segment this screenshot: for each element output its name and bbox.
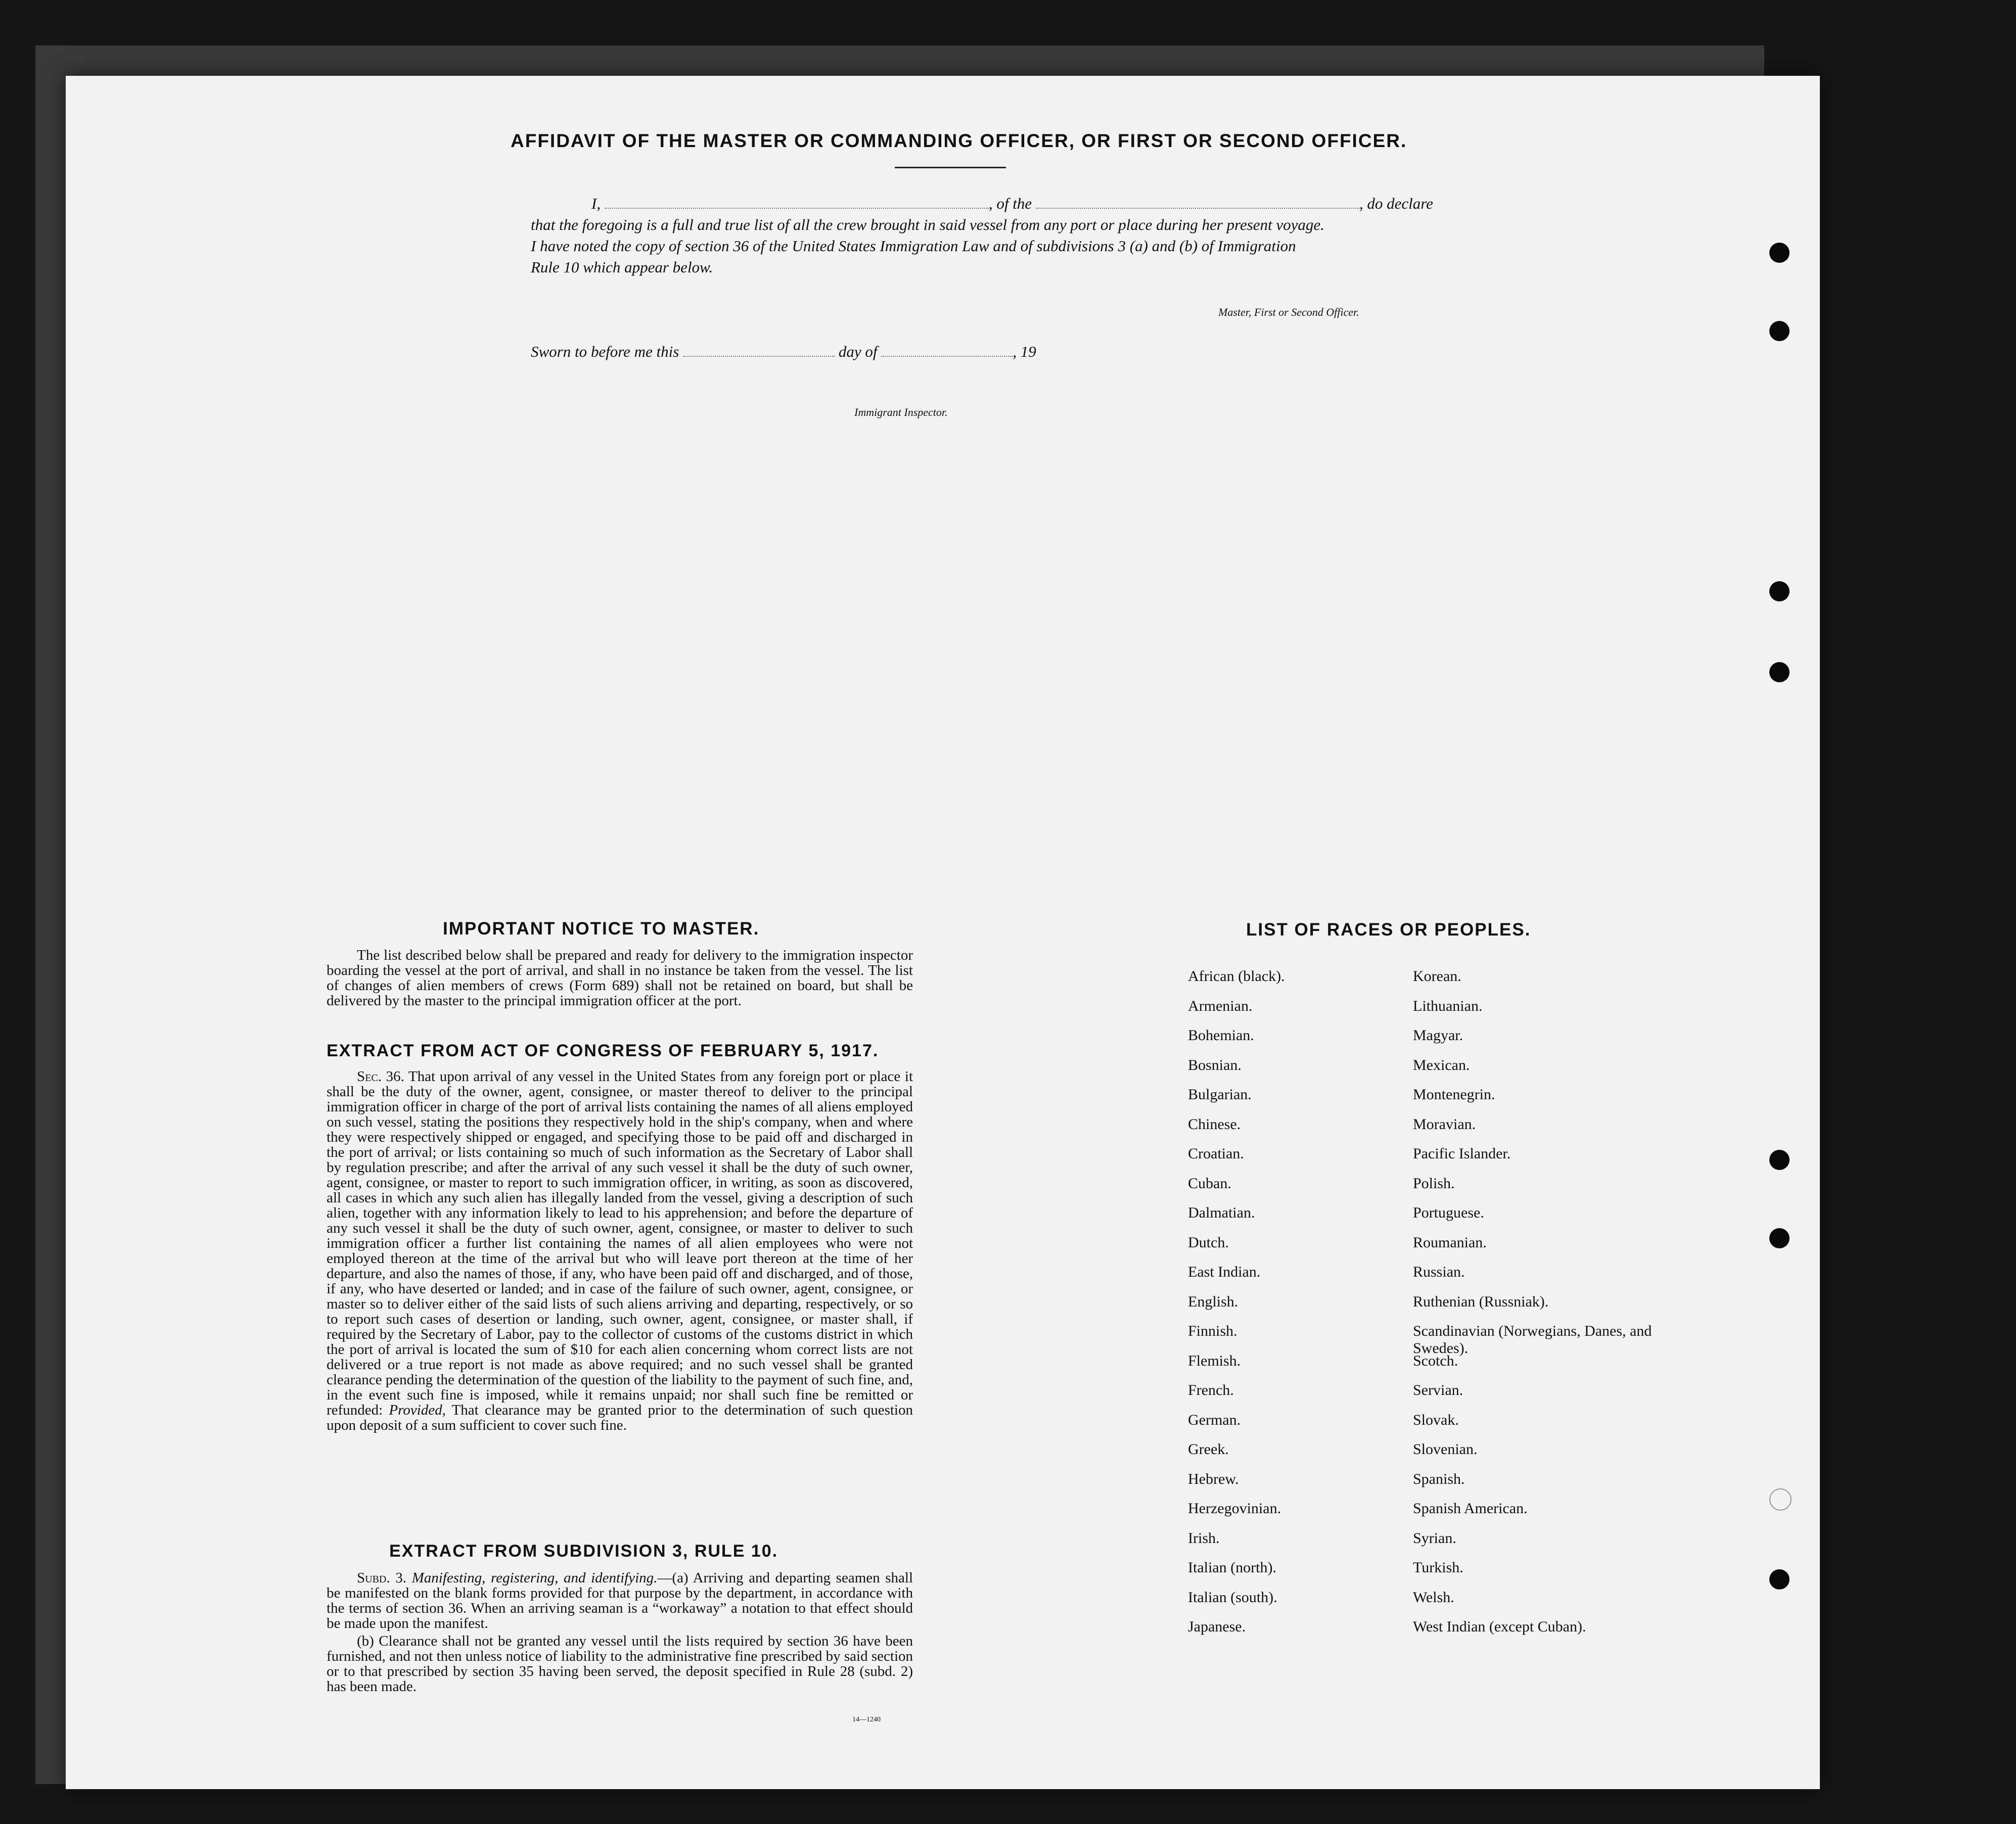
race-item: French.: [1188, 1382, 1234, 1398]
declaration-line-3: I have noted the copy of section 36 of the United States Immigration Law and of subdivisions 3 (a) and (b) of Immigration: [531, 237, 1296, 255]
document-page: [66, 76, 1820, 1789]
race-item: Bosnian.: [1188, 1056, 1242, 1073]
race-item: Ruthenian (Russniak).: [1413, 1293, 1549, 1310]
binder-hole: [1769, 1150, 1790, 1170]
rule-b-paragraph: (b) Clearance shall not be granted any vessel until the lists required by section 36 have been furnished, and not then unless notice of liability to the administrative fine prescribed by said section or to that prescribed by section 35 having been served, the deposit specified in Rule 28 (subd. 2) has been made.: [327, 1633, 913, 1695]
race-item: Bulgarian.: [1188, 1086, 1252, 1103]
races-column-2: [1413, 968, 1666, 1648]
binder-hole: [1769, 321, 1790, 341]
race-item: Korean.: [1413, 968, 1461, 985]
act-text-end: That clearance may be granted prior to the determination of such question upon deposit of a sum sufficient to cover such fine.: [327, 1402, 913, 1433]
race-item: Flemish.: [1188, 1352, 1241, 1369]
rule-subd-paragraph: [327, 1570, 913, 1631]
sec-label: Sec. 36.: [357, 1068, 404, 1085]
race-item: Servian.: [1413, 1382, 1463, 1398]
race-item: Slovak.: [1413, 1411, 1459, 1428]
race-item: German.: [1188, 1411, 1241, 1428]
race-item: Lithuanian.: [1413, 997, 1483, 1014]
declaration-line-4: Rule 10 which appear below.: [531, 258, 713, 276]
race-item: Armenian.: [1188, 997, 1253, 1014]
act-title: EXTRACT FROM ACT OF CONGRESS OF FEBRUARY 5, 1917.: [327, 1041, 879, 1060]
race-item: Hebrew.: [1188, 1470, 1239, 1487]
race-item: Spanish American.: [1413, 1500, 1528, 1517]
binder-hole: [1769, 581, 1790, 601]
notice-title: IMPORTANT NOTICE TO MASTER.: [443, 919, 760, 939]
affidavit-title: AFFIDAVIT OF THE MASTER OR COMMANDING OFFICER, OR FIRST OR SECOND OFFICER.: [511, 130, 1407, 151]
subd-heading: Manifesting, registering, and identifying.: [411, 1570, 658, 1586]
sworn-line: [531, 343, 1036, 361]
race-item: Croatian.: [1188, 1145, 1244, 1162]
race-item: Portuguese.: [1413, 1204, 1484, 1221]
notice-text: The list described below shall be prepared and ready for delivery to the immigration inspector boarding the vessel at the port of arrival, and shall in no instance be taken from the vessel. The list of changes of alien members of crews (Form 689) shall not be retained on board, but shall be delivered by the master to the principal immigration officer at the port.: [327, 947, 913, 1009]
day-of-label: day of: [838, 343, 878, 360]
race-item: Mexican.: [1413, 1056, 1470, 1073]
race-item: Spanish.: [1413, 1470, 1465, 1487]
sworn-day-blank: [683, 356, 835, 357]
race-item: Cuban.: [1188, 1175, 1231, 1192]
form-number: 14—1240: [852, 1716, 881, 1723]
race-item: Russian.: [1413, 1264, 1465, 1280]
race-item: Scandinavian (Norwegians, Danes, and Swedes).: [1413, 1323, 1652, 1357]
race-item: Slovenian.: [1413, 1441, 1478, 1458]
race-item: Pacific Islander.: [1413, 1145, 1511, 1162]
master-signature-label: Master, First or Second Officer.: [1218, 306, 1359, 318]
provided-label: Provided,: [389, 1402, 446, 1418]
declaration-line-2: that the foregoing is a full and true list of all the crew brought in said vessel from any port or place during her present voyage.: [531, 216, 1324, 233]
binder-hole: [1769, 243, 1790, 263]
race-item: Turkish.: [1413, 1559, 1463, 1576]
race-item: Finnish.: [1188, 1323, 1238, 1339]
race-item: English.: [1188, 1293, 1239, 1310]
race-item: Moravian.: [1413, 1115, 1476, 1133]
race-item: Bohemian.: [1188, 1027, 1254, 1044]
race-item: Greek.: [1188, 1441, 1229, 1458]
year-label: , 19: [1013, 343, 1036, 360]
subd-text: —(a) Arriving and departing seamen shall be manifested on the blank forms provided for that purpose by the department, in accordance with the terms of section 36. When an arriving seaman is a “workaway” a notation to that effect should be made upon the manifest.: [327, 1570, 913, 1631]
binder-hole: [1769, 662, 1790, 682]
subd-label: Subd. 3.: [357, 1570, 406, 1586]
act-paragraph: [327, 1069, 913, 1433]
race-item: Welsh.: [1413, 1588, 1454, 1606]
act-text: That upon arrival of any vessel in the United States from any foreign port or place it shall be the duty of the owner, agent, consignee, or master thereof to deliver to the principal immigration officer in charge of the port of arrival lists containing the names of all aliens employed on such vessel, stating the positions they respectively hold in the ship's company, when and where they were respectively shipped or engaged, and specifying those to be paid off and discharged in the port of arrival; or lists containing so much of such information as the Secretary of Labor shall by regulation prescribe; and after the arrival of any such vessel it shall be the duty of such owner, agent, consignee, or master to report to such immigration officer, in writing, as soon as discovered, all cases in which any such alien has illegally landed from the vessel, giving a description of such alien, together with any information likely to lead to his apprehension; and before the departure of any such vessel it shall be the duty of such owner, agent, consignee, or master to deliver to such immigration officer a further list containing the names of all alien employees who were not employed thereon at the time of the arrival but who will leave port thereon at the time of her departure, and also the names of those, if any, who have been paid off and discharged, and of those, if any, who have deserted or landed; and in case of the failure of such owner, agent, consignee, or master so to deliver either of the said lists of such aliens arriving and departing, respectively, or so to report such cases of desertion or landing, such owner, agent, consignee, or master shall, if required by the Secretary of Labor, pay to the collector of customs of the customs district in which the port of arrival is located the sum of $10 for each alien concerning whom correct lists are not delivered or a true report is not made as above required; and no such vessel shall be granted clearance pending the determination of the question of the liability to the payment of such fine, and, in the event such fine is imposed, while it remains unpaid; nor shall such fine be remitted or refunded:: [327, 1068, 913, 1418]
race-item: Irish.: [1188, 1529, 1220, 1547]
race-item: Scotch.: [1413, 1352, 1458, 1369]
race-item: African (black).: [1188, 968, 1285, 985]
race-item: Italian (north).: [1188, 1559, 1276, 1576]
title-rule: [895, 167, 1006, 168]
race-item: Syrian.: [1413, 1529, 1456, 1547]
races-column-1: [1188, 968, 1400, 1648]
race-item: Roumanian.: [1413, 1234, 1487, 1251]
race-item: Dutch.: [1188, 1234, 1229, 1251]
race-item: Montenegrin.: [1413, 1086, 1495, 1103]
race-item: Japanese.: [1188, 1618, 1246, 1635]
month-blank: [881, 356, 1013, 357]
rule-title: EXTRACT FROM SUBDIVISION 3, RULE 10.: [389, 1541, 778, 1561]
race-item: Polish.: [1413, 1175, 1455, 1192]
race-item: Italian (south).: [1188, 1588, 1277, 1606]
affidavit-declaration: [531, 193, 1501, 278]
binder-hole: [1769, 1488, 1792, 1511]
inspector-label: Immigrant Inspector.: [854, 406, 948, 418]
race-item: Herzegovinian.: [1188, 1500, 1281, 1517]
i-label: I,: [591, 195, 601, 212]
race-item: Magyar.: [1413, 1027, 1463, 1044]
race-item: Dalmatian.: [1188, 1204, 1255, 1221]
vessel-blank: [1036, 208, 1359, 209]
race-item: West Indian (except Cuban).: [1413, 1618, 1586, 1635]
do-declare-label: , do declare: [1359, 195, 1433, 212]
race-item: Chinese.: [1188, 1115, 1241, 1133]
races-title: LIST OF RACES OR PEOPLES.: [1246, 920, 1531, 940]
binder-hole: [1769, 1569, 1790, 1589]
race-item: East Indian.: [1188, 1264, 1261, 1280]
of-the-label: , of the: [988, 195, 1032, 212]
name-blank: [605, 208, 989, 209]
binder-hole: [1769, 1228, 1790, 1248]
sworn-label: Sworn to before me this: [531, 343, 679, 360]
